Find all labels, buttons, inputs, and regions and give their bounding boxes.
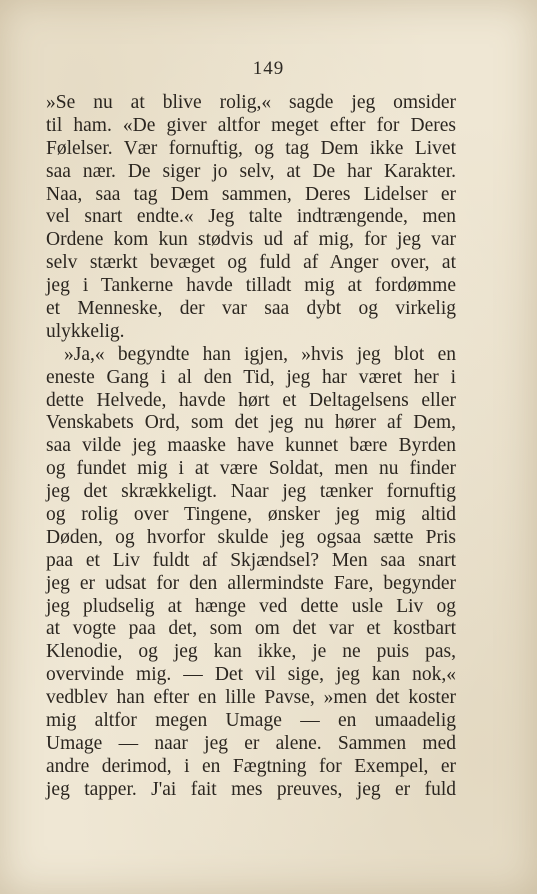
text-line: saa nær. De siger jo selv, at De har Karakter. (46, 160, 456, 182)
text-line: »Se nu at blive rolig,« sagde jeg omsider (46, 92, 456, 113)
text-line: Venskabets Ord, som det jeg nu hører af Dem, (46, 412, 456, 434)
text-line: vedblev han efter en lille Pavse, »men det koster (46, 687, 456, 709)
text-line: saa vilde jeg maaske have kunnet bære Byrden (46, 435, 456, 457)
text-line: og rolig over Tingene, ønsker jeg mig altid (46, 504, 456, 526)
text-line-paragraph-end: ulykkelig. (46, 320, 125, 342)
text-line: Følelser. Vær fornuftig, og tag Dem ikke Livet (46, 137, 456, 159)
text-line: til ham. «De giver altfor meget efter for Deres (46, 114, 456, 136)
text-line: jeg er udsat for den allermindste Fare, begynder (46, 572, 456, 594)
text-line: selv stærkt bevæget og fuld af Anger over, at (46, 252, 456, 274)
text-line: og fundet mig i at være Soldat, men nu finder (46, 458, 456, 480)
text-line: dette Helvede, havde hørt et Deltagelsens eller (46, 389, 456, 411)
text-line: jeg det skrækkeligt. Naar jeg tænker fornuftig (46, 481, 456, 503)
text-line: jeg tapper. J'ai fait mes preuves, jeg er fuld (46, 778, 456, 800)
text-line: Umage — naar jeg er alene. Sammen med (46, 732, 456, 754)
text-line: Døden, og hvorfor skulde jeg ogsaa sætte Pris (46, 526, 456, 548)
text-line: Ordene kom kun stødvis ud af mig, for jeg var (46, 229, 456, 251)
text-line: mig altfor megen Umage — en umaadelig (46, 710, 456, 732)
text-line: et Menneske, der var saa dybt og virkelig (46, 298, 456, 320)
text-line: jeg pludselig at hænge ved dette usle Liv og (46, 595, 456, 617)
text-line: vel snart endte.« Jeg talte indtrængende, men (46, 206, 456, 228)
text-line: Klenodie, og jeg kan ikke, je ne puis pas, (46, 641, 456, 663)
text-line: at vogte paa det, som om det var et kostbart (46, 618, 456, 640)
text-line: Naa, saa tag Dem sammen, Deres Lidelser er (46, 183, 456, 205)
text-line-paragraph-start: »Ja,« begyndte han igjen, »hvis jeg blot en (64, 343, 456, 365)
text-line: paa et Liv fuldt af Skjændsel? Men saa snart (46, 549, 456, 571)
text-line: jeg i Tankerne havde tilladt mig at fordømme (46, 275, 456, 297)
text-line: overvinde mig. — Det vil sige, jeg kan nok,« (46, 664, 456, 686)
text-line: andre derimod, i en Fægtning for Exempel, er (46, 755, 456, 777)
text-line: eneste Gang i al den Tid, jeg har været her i (46, 366, 456, 388)
page-number: 149 (252, 58, 285, 79)
body-text (46, 92, 456, 802)
